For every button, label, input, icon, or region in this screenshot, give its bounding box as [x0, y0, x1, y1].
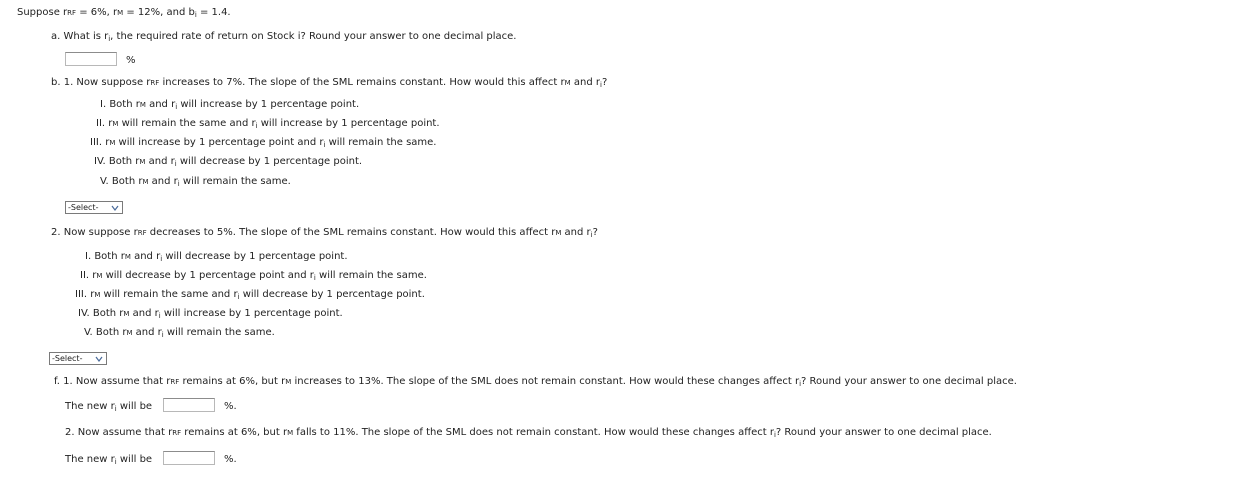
option-b2-v: V. Both rM and $r_i$ will remain the same.	[84, 327, 275, 339]
option-b1-i: I. Both rM and $r_i$ will increase by 1 percentage point.	[100, 99, 360, 111]
problem-statement: Suppose rRF = 6%, rM = 12%, and $b_i = 1.4$.	[17, 7, 231, 19]
answer-b1-select-value: -Select-	[68, 203, 99, 212]
question-b2: 2. Now suppose rRF decreases to 5%. The slope of the SML remains constant. How would this affect rM and $r_i$?	[51, 227, 598, 239]
option-b2-iii: III. rM will remain the same and $r_i$ will decrease by 1 percentage point.	[75, 289, 425, 301]
question-f2: 2. Now assume that rRF remains at 6%, but rM falls to 11%. The slope of the SML does not remain constant. How would these changes affect $r_i$? Round your answer to one decimal place.	[65, 427, 992, 439]
option-b2-iv: IV. Both rM and $r_i$ will increase by 1 percentage point.	[78, 308, 343, 320]
answer-b2-select[interactable]	[49, 352, 107, 365]
answer-f1-unit: %.	[224, 401, 237, 412]
answer-f1-input[interactable]	[163, 398, 215, 412]
answer-f2-input[interactable]	[163, 451, 215, 465]
chevron-down-icon	[111, 205, 119, 211]
answer-a-input[interactable]	[65, 52, 117, 66]
option-b1-iv: IV. Both rM and $r_i$ will decrease by 1 percentage point.	[94, 156, 363, 168]
question-f1: f. 1. Now assume that rRF remains at 6%, but rM increases to 13%. The slope of the SML does not remain constant. How would these changes affect $r_i$? Round your answer to one decimal place.	[54, 376, 1017, 388]
option-b1-ii: II. rM will remain the same and $r_i$ will increase by 1 percentage point.	[96, 118, 440, 130]
answer-a-unit: %	[126, 55, 136, 66]
answer-f2-label: The new $r_i$ will be	[65, 454, 153, 466]
option-b2-ii: II. rM will decrease by 1 percentage point and $r_i$ will remain the same.	[80, 270, 427, 282]
answer-b1-select[interactable]	[65, 201, 123, 214]
answer-b2-select-value: -Select-	[52, 354, 83, 363]
answer-f2-unit: %.	[224, 454, 237, 465]
question-b1: b. 1. Now suppose rRF increases to 7%. The slope of the SML remains constant. How would this affect rM and $r_i$?	[51, 77, 608, 89]
answer-f1-label: The new $r_i$ will be	[65, 401, 153, 413]
option-b1-v: V. Both rM and $r_i$ will remain the same.	[100, 176, 291, 188]
option-b2-i: I. Both rM and $r_i$ will decrease by 1 percentage point.	[85, 251, 348, 263]
chevron-down-icon	[95, 356, 103, 362]
question-a: a. What is $r_i$, the required rate of return on Stock i? Round your answer to one decimal place.	[51, 31, 517, 43]
option-b1-iii: III. rM will increase by 1 percentage point and $r_i$ will remain the same.	[90, 137, 437, 149]
